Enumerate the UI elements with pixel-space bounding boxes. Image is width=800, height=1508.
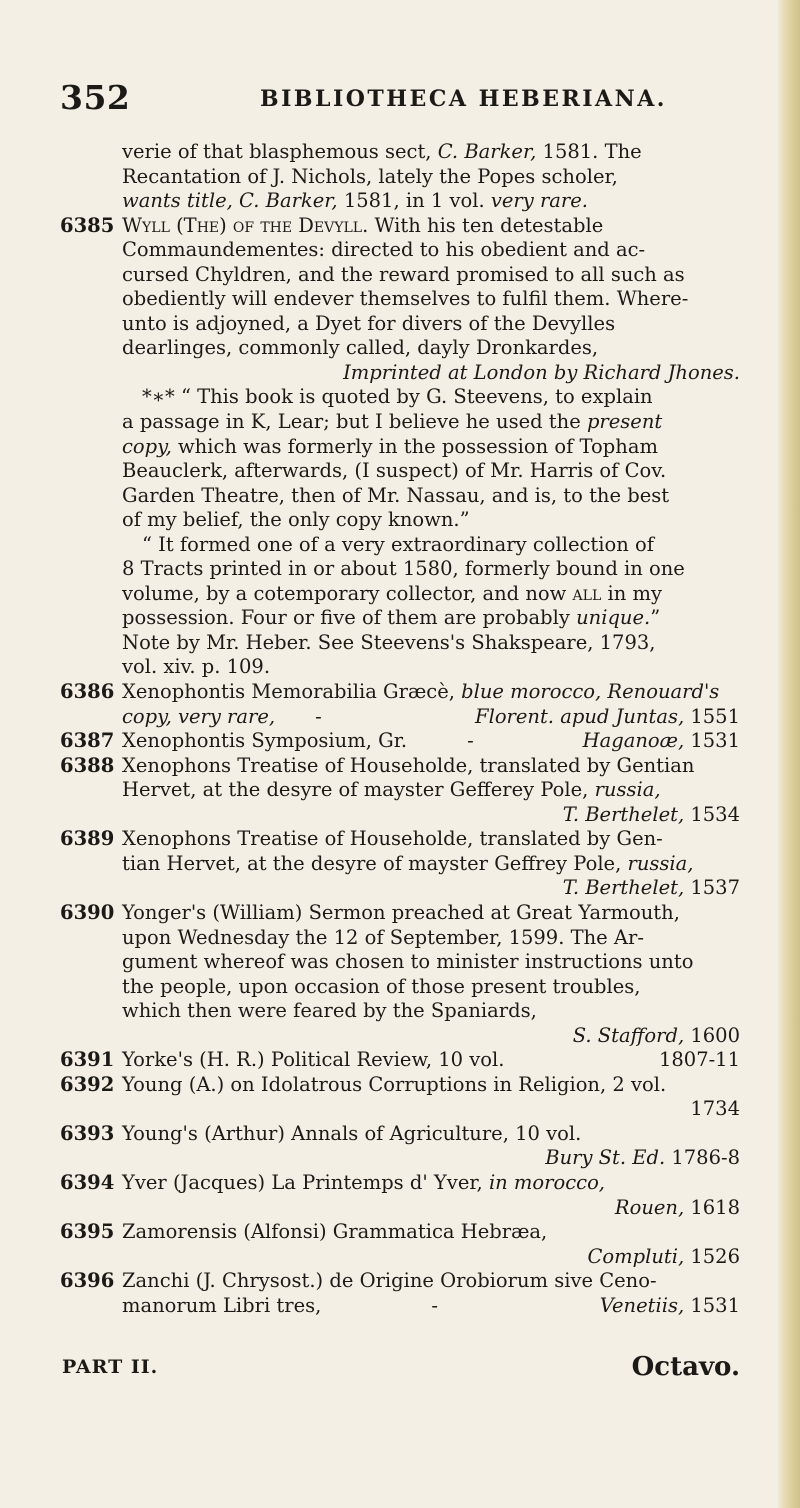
note-line: vol. xiv. p. 109. (122, 655, 271, 679)
note-line: “ It formed one of a very extraordinary collection of (142, 532, 654, 556)
note-line: Beauclerk, afterwards, (I suspect) of Mr. Harris of Cov. (122, 459, 667, 483)
text-line: Xenophontis Symposium, Gr. - Haganoæ, 1531 (122, 729, 740, 753)
page-edge (778, 0, 800, 1508)
imprint-year: 1734 (690, 1097, 740, 1121)
text-line: which then were feared by the Spaniards, (122, 999, 537, 1023)
entry-6388 (60, 754, 740, 828)
format-catchword: Octavo. (631, 1352, 740, 1382)
text-line: upon Wednesday the 12 of September, 1599. The Ar- (122, 925, 644, 949)
entry-6387 (60, 729, 740, 754)
text-line: Hervet, at the desyre of mayster Gefferey Pole, russia, (122, 778, 661, 802)
page-footer (60, 1352, 740, 1386)
text-line: Xenophons Treatise of Householde, translated by Gentian (122, 753, 695, 777)
entry-6385 (60, 214, 740, 680)
entry-6389 (60, 827, 740, 901)
text-line: verie of that blasphemous sect, C. Barker, 1581. The (122, 140, 642, 163)
text-line: Commaundementes: directed to his obedient and ac- (122, 238, 646, 262)
text-line: Recantation of J. Nichols, lately the Popes scholer, (122, 164, 618, 188)
text-line: Xenophontis Memorabilia Græcè, blue morocco, Renouard's (122, 680, 720, 704)
text-line: Zamorensis (Alfonsi) Grammatica Hebræa, (122, 1220, 548, 1244)
note-line: 8 Tracts printed in or about 1580, formerly bound in one (122, 557, 685, 581)
lot-number: 6392 (60, 1072, 115, 1096)
text-line: manorum Libri tres, - Venetiis, 1531 (122, 1293, 740, 1317)
note-line: Garden Theatre, then of Mr. Nassau, and is, to the best (122, 483, 670, 507)
lot-number: 6385 (60, 213, 115, 237)
entry-6395 (60, 1220, 740, 1269)
imprint: Imprinted at London by Richard Jhones. (343, 360, 740, 384)
note-line: volume, by a cotemporary collector, and now all in my (122, 581, 662, 605)
text-line: gument whereof was chosen to minister instructions unto (122, 950, 694, 974)
text-line: wants title, C. Barker, 1581, in 1 vol. very rare. (122, 189, 588, 213)
note-line: possession. Four or five of them are probably unique.” (122, 606, 661, 630)
text-line: Yver (Jacques) La Printemps d' Yver, in morocco, (122, 1170, 606, 1194)
imprint: Compluti, 1526 (587, 1244, 740, 1268)
text-line: dearlinges, commonly called, dayly Dronkardes, (122, 336, 599, 360)
text-line: Yorke's (H. R.) Political Review, 10 vol. 1807-11 (122, 1048, 740, 1072)
entry-6393 (60, 1122, 740, 1171)
lot-number: 6396 (60, 1269, 115, 1293)
catalogue-body (60, 140, 740, 1318)
entry-6391 (60, 1048, 740, 1073)
text-line: copy, very rare, - Florent. apud Juntas, 1551 (122, 704, 740, 728)
entry-6394 (60, 1171, 740, 1220)
lot-number: 6387 (60, 729, 115, 753)
imprint: T. Berthelet, 1537 (562, 876, 740, 900)
page-number: 352 (60, 78, 131, 117)
text-line: Yonger's (William) Sermon preached at Great Yarmouth, (122, 900, 680, 924)
text-line: Xenophons Treatise of Householde, translated by Gen- (122, 827, 663, 851)
imprint: S. Stafford, 1600 (572, 1023, 740, 1047)
imprint: Bury St. Ed. 1786-8 (545, 1146, 740, 1170)
text-line: cursed Chyldren, and the reward promised to all such as (122, 262, 685, 286)
lot-number: 6390 (60, 900, 115, 924)
text-line: Wyll (The) of the Devyll. With his ten detestable (122, 213, 604, 237)
text-line: obediently will endever themselves to fulfil them. Where- (122, 287, 689, 311)
entry-6386 (60, 680, 740, 729)
note-line: copy, which was formerly in the possession of Topham (122, 434, 658, 458)
entry-6396 (60, 1269, 740, 1318)
lot-number: 6388 (60, 753, 115, 777)
text-line: Young's (Arthur) Annals of Agriculture, 10 vol. (122, 1121, 582, 1145)
page-header (60, 78, 750, 118)
text-line: unto is adjoyned, a Dyet for divers of the Devylles (122, 311, 616, 335)
lot-number: 6394 (60, 1170, 115, 1194)
entry-6392 (60, 1073, 740, 1122)
imprint: Rouen, 1618 (614, 1195, 740, 1219)
running-title: BIBLIOTHECA HEBERIANA. (260, 86, 667, 112)
text-line: tian Hervet, at the desyre of mayster Geffrey Pole, russia, (122, 851, 694, 875)
lot-number: 6395 (60, 1220, 115, 1244)
part-signature: PART II. (62, 1356, 159, 1378)
entry-6390 (60, 901, 740, 1048)
lot-number: 6386 (60, 680, 115, 704)
note-line: *∗* “ This book is quoted by G. Steevens, to explain (142, 385, 653, 409)
text-line: Zanchi (J. Chrysost.) de Origine Orobiorum sive Ceno- (122, 1269, 657, 1293)
text-line: Young (A.) on Idolatrous Corruptions in Religion, 2 vol. (122, 1072, 667, 1096)
note-line: Note by Mr. Heber. See Steevens's Shakspeare, 1793, (122, 630, 656, 654)
text-line: the people, upon occasion of those present troubles, (122, 974, 641, 998)
imprint: T. Berthelet, 1534 (562, 802, 740, 826)
lot-number: 6393 (60, 1121, 115, 1145)
note-line: of my belief, the only copy known.” (122, 508, 470, 532)
lot-number: 6391 (60, 1048, 115, 1072)
entry-continuation (60, 140, 740, 214)
note-line: a passage in K, Lear; but I believe he used the present (122, 410, 663, 434)
lot-number: 6389 (60, 827, 115, 851)
